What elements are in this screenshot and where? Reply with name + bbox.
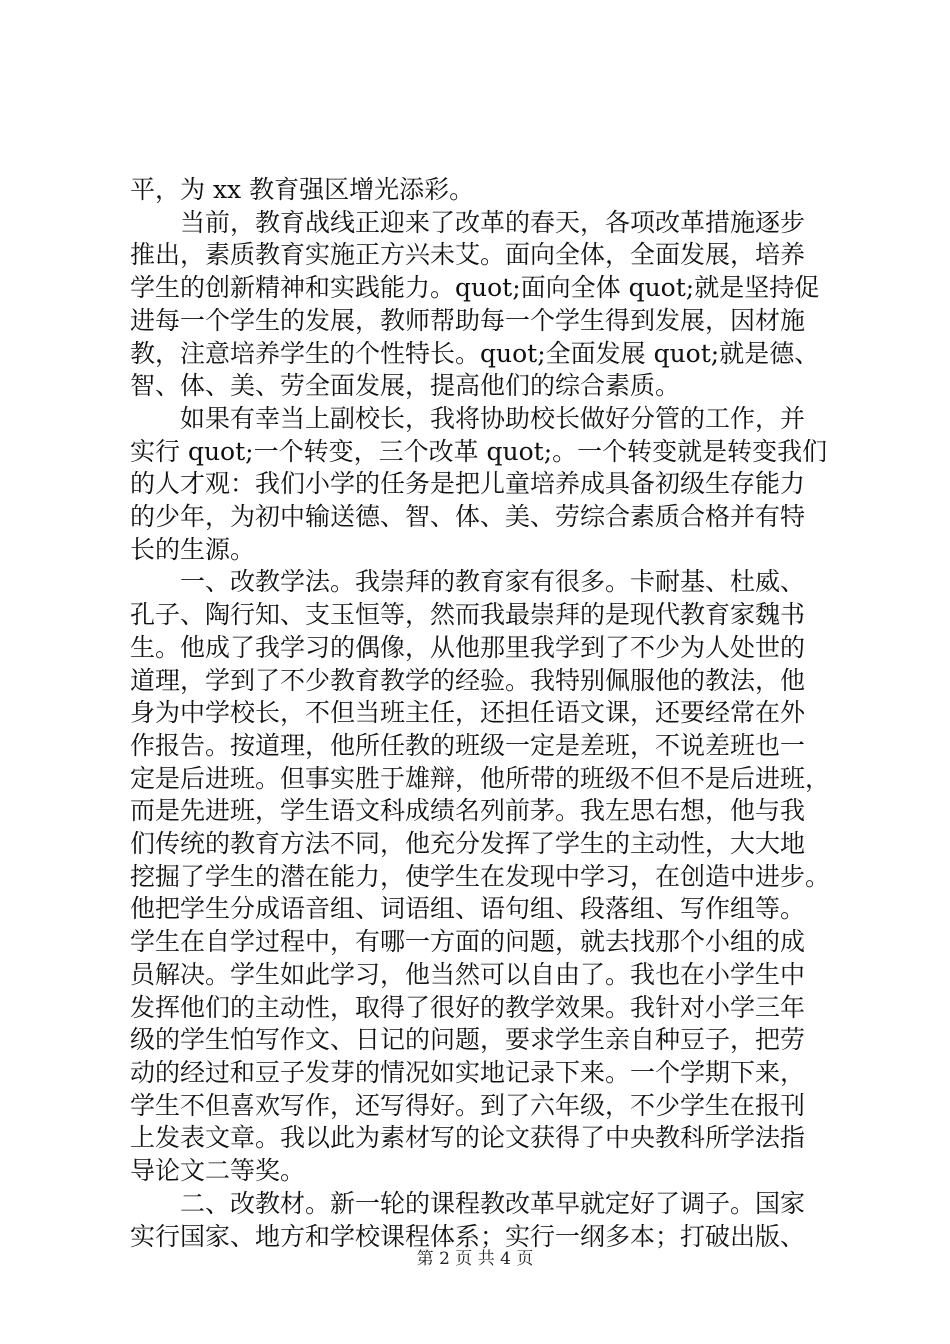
text-line: 道理，学到了不少教育教学的经验。我特别佩服他的教法，他 [130, 665, 806, 695]
text-line: 长的生源。 [130, 534, 256, 564]
text-line: 的人才观：我们小学的任务是把儿童培养成具备初级生存能力 [130, 469, 806, 499]
text-line: 员解决。学生如此学习，他当然可以自由了。我也在小学生中 [130, 959, 806, 989]
text-line: 级的学生怕写作文、日记的问题，要求学生亲自种豆子，把劳 [130, 1025, 806, 1055]
text-line: 而是先进班，学生语文科成绩名列前茅。我左思右想，他与我 [130, 796, 806, 826]
text-line: 生。他成了我学习的偶像，从他那里我学到了不少为人处世的 [130, 632, 806, 662]
text-line: 的少年，为初中输送德、智、体、美、劳综合素质合格并有特 [130, 502, 806, 532]
text-line: 学生在自学过程中，有哪一方面的问题，就去找那个小组的成 [130, 927, 806, 957]
text-line: 定是后进班。但事实胜于雄辩，他所带的班级不但不是后进班， [130, 763, 831, 793]
text-line: 身为中学校长，不但当班主任，还担任语文课，还要经常在外 [130, 698, 806, 728]
text-line: 作报告。按道理，他所任教的班级一定是差班，不说差班也一 [130, 730, 806, 760]
body-text [130, 174, 830, 1253]
text-line: 当前，教育战线正迎来了改革的春天，各项改革措施逐步 [130, 207, 806, 237]
text-line: 发挥他们的主动性，取得了很好的教学效果。我针对小学三年 [130, 992, 806, 1022]
text-line: 智、体、美、劳全面发展，提高他们的综合素质。 [130, 371, 681, 401]
text-line: 们传统的教育方法不同，他充分发挥了学生的主动性，大大地 [130, 829, 806, 859]
text-line: 一、改教学法。我崇拜的教育家有很多。卡耐基、杜威、 [130, 567, 806, 597]
text-line: 导论文二等奖。 [130, 1156, 306, 1186]
text-line: 学生不但喜欢写作，还写得好。到了六年级，不少学生在报刊 [130, 1090, 806, 1120]
text-line: 他把学生分成语音组、词语组、语句组、段落组、写作组等。 [130, 894, 806, 924]
text-line: 进每一个学生的发展，教师帮助每一个学生得到发展，因材施 [130, 305, 806, 335]
text-line: 教，注意培养学生的个性特长。quot;全面发展 quot;就是德、 [130, 338, 820, 368]
text-line: 上发表文章。我以此为素材写的论文获得了中央教科所学法指 [130, 1123, 806, 1153]
text-line: 二、改教材。新一轮的课程教改革早就定好了调子。国家 [130, 1188, 806, 1218]
text-line: 动的经过和豆子发芽的情况如实地记录下来。一个学期下来， [130, 1057, 806, 1087]
text-line: 学生的创新精神和实践能力。quot;面向全体 quot;就是坚持促 [130, 273, 820, 303]
text-line: 实行 quot;一个转变，三个改革 quot;。一个转变就是转变我们 [130, 436, 828, 466]
text-line: 推出，素质教育实施正方兴未艾。面向全体，全面发展，培养 [130, 240, 806, 270]
page-number: 第 2 页 共 4 页 [416, 1249, 534, 1269]
text-line: 孔子、陶行知、支玉恒等，然而我最崇拜的是现代教育家魏书 [130, 600, 806, 630]
text-line: 平，为 xx 教育强区增光添彩。 [130, 175, 475, 204]
page-footer [0, 1244, 950, 1269]
text-line: 实行国家、地方和学校课程体系；实行一纲多本；打破出版、 [130, 1221, 806, 1251]
text-line: 挖掘了学生的潜在能力，使学生在发现中学习，在创造中进步。 [130, 861, 831, 891]
text-line: 如果有幸当上副校长，我将协助校长做好分管的工作，并 [130, 403, 806, 433]
